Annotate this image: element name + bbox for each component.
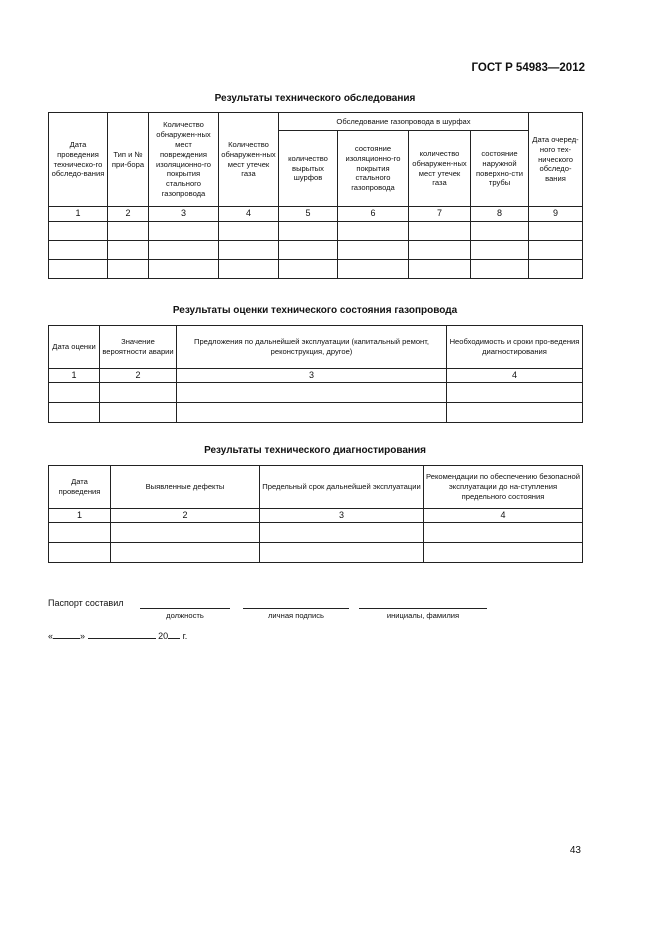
col-pit-leaks: количество обнаружен-ных мест утечек газа <box>409 131 471 207</box>
col-pipe-surface: состояние наружной поверхно-сти трубы <box>471 131 529 207</box>
table1-survey-results <box>48 112 583 279</box>
table-row <box>49 543 583 563</box>
date-line <box>48 631 187 641</box>
col-group-pits: Обследование газопровода в шурфах <box>279 113 529 131</box>
table-row <box>49 403 583 423</box>
col-diagnostics-date: Дата проведения <box>49 466 111 509</box>
table-row <box>49 523 583 543</box>
name-caption: инициалы, фамилия <box>386 611 460 620</box>
month-blank <box>88 638 156 639</box>
col-recommendations: Рекомендации по обеспечению безопасной эксплуатации до на-ступления предельного состояния <box>424 466 583 509</box>
compiled-by-label: Паспорт составил <box>48 598 124 608</box>
col-defects: Выявленные дефекты <box>111 466 260 509</box>
day-blank <box>53 638 80 639</box>
table1-title: Результаты технического обследования <box>214 93 416 104</box>
col-number: 7 <box>409 207 471 222</box>
col-number: 1 <box>49 207 108 222</box>
col-number: 5 <box>279 207 338 222</box>
table-row <box>49 260 583 279</box>
column-numbers-row <box>49 369 583 383</box>
col-number: 2 <box>108 207 149 222</box>
year-prefix: 20 <box>158 631 169 641</box>
col-number: 8 <box>471 207 529 222</box>
column-numbers-row <box>49 509 583 523</box>
col-date: Дата проведения техническо-го обследо-вания <box>49 113 108 207</box>
col-leaks: Количество обнаружен-ных мест утечек газа <box>219 113 279 207</box>
table-row <box>49 383 583 403</box>
position-line <box>140 608 230 609</box>
col-number: 4 <box>424 509 583 523</box>
document-code: ГОСТ Р 54983—2012 <box>471 62 585 74</box>
table-row <box>49 241 583 260</box>
col-number: 4 <box>447 369 583 383</box>
table3-diagnostics-results <box>48 465 583 563</box>
col-limit-term: Предельный срок дальнейшей эксплуатации <box>260 466 424 509</box>
col-operation-proposals: Предложения по дальнейшей эксплуатации (капитальный ремонт, реконструкция, другое) <box>177 326 447 369</box>
col-pits-count: количество вырытых шурфов <box>279 131 338 207</box>
col-next-date: Дата очеред-ного тех-нического обследо-вания <box>529 113 583 207</box>
col-number: 1 <box>49 369 100 383</box>
table3-title: Результаты технического диагностирования <box>204 445 426 456</box>
col-number: 3 <box>260 509 424 523</box>
col-number: 3 <box>177 369 447 383</box>
name-line <box>359 608 487 609</box>
col-number: 6 <box>338 207 409 222</box>
signature-caption: личная подпись <box>268 611 324 620</box>
col-number: 4 <box>219 207 279 222</box>
page-number: 43 <box>569 845 581 856</box>
compiled-by-line <box>48 598 123 608</box>
date-open-quote: « <box>48 631 54 641</box>
signature-line <box>243 608 349 609</box>
col-number: 3 <box>149 207 219 222</box>
col-number: 2 <box>111 509 260 523</box>
table2-condition-assessment <box>48 325 583 423</box>
date-close-quote: » <box>80 631 86 641</box>
col-damage-places: Количество обнаружен-ных мест повреждения изоляционно-го покрытия стального газопровода <box>149 113 219 207</box>
col-number: 1 <box>49 509 111 523</box>
col-insulation-state: состояние изоляционно-го покрытия стального газопровода <box>338 131 409 207</box>
column-numbers-row <box>49 207 583 222</box>
col-diagnostics-need: Необходимость и сроки про-ведения диагностирования <box>447 326 583 369</box>
col-device-type: Тип и № при-бора <box>108 113 149 207</box>
year-blank <box>168 638 180 639</box>
position-caption: должность <box>166 611 204 620</box>
col-number: 9 <box>529 207 583 222</box>
col-assessment-date: Дата оценки <box>49 326 100 369</box>
table-row <box>49 222 583 241</box>
table2-title: Результаты оценки технического состояния газопровода <box>172 305 458 316</box>
col-accident-probability: Значение вероятности аварии <box>100 326 177 369</box>
col-number: 2 <box>100 369 177 383</box>
year-suffix: г. <box>182 631 188 641</box>
